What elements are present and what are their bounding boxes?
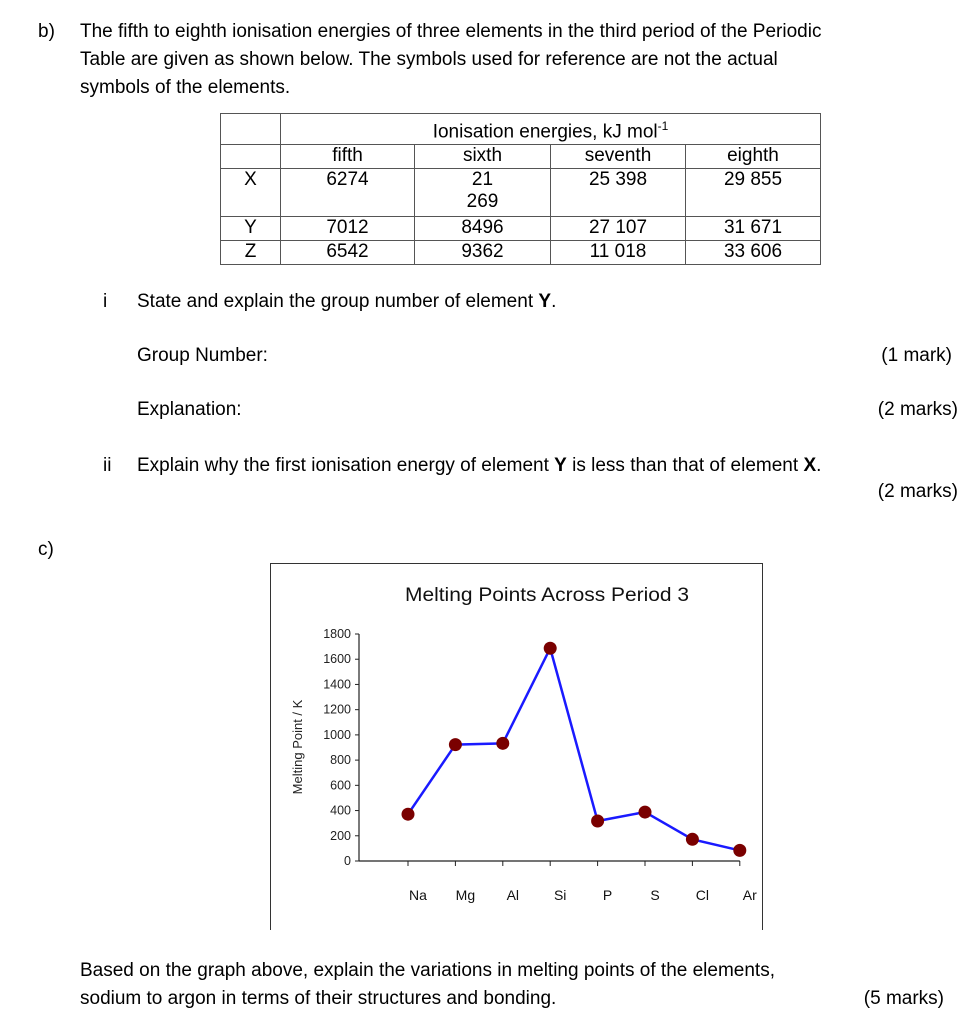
c-question-line-1: Based on the graph above, explain the variations in melting points of the elements, xyxy=(80,960,775,981)
q-i-number: i xyxy=(103,291,108,312)
chart-title: Melting Points Across Period 3 xyxy=(405,585,689,606)
y-tick-label: 800 xyxy=(330,753,351,768)
y-tick-label: 1800 xyxy=(323,627,351,641)
y-tick-label: 400 xyxy=(330,803,351,818)
x-tick-label: Mg xyxy=(455,887,476,903)
value-cell: 6542 xyxy=(281,241,415,265)
data-point-cl xyxy=(686,833,699,846)
part-b-label: b) xyxy=(38,21,55,42)
value-cell: 25 398 xyxy=(551,169,686,217)
y-tick-label: 0 xyxy=(344,854,351,868)
y-tick-label: 600 xyxy=(330,778,351,793)
melting-point-chart xyxy=(270,563,763,930)
y-axis-label: Melting Point / K xyxy=(290,699,305,795)
value-cell: 8496 xyxy=(415,217,551,241)
data-point-s xyxy=(639,806,652,819)
q-i-text: State and explain the group number of element Y. xyxy=(137,291,557,312)
x-tick-label: P xyxy=(602,887,613,903)
header-cell: sixth xyxy=(415,145,551,169)
value-cell: 33 606 xyxy=(686,241,821,265)
header-cell: eighth xyxy=(686,145,821,169)
data-point-ar xyxy=(733,844,746,857)
x-tick-label: Ar xyxy=(742,887,757,903)
header-cell: seventh xyxy=(551,145,686,169)
value-cell: 6274 xyxy=(281,169,415,217)
table-title: Ionisation energies, kJ mol$^{-1}$ xyxy=(281,114,821,145)
element-cell: Y xyxy=(221,217,281,241)
value-cell: 7012 xyxy=(281,217,415,241)
part-c-label: c) xyxy=(38,539,54,560)
explanation-label: Explanation: xyxy=(137,399,242,420)
table-row xyxy=(221,169,821,217)
intro-line-3: symbols of the elements. xyxy=(80,77,291,98)
data-point-al xyxy=(496,737,509,750)
value-cell: 21 269 xyxy=(415,169,551,217)
y-tick-label: 200 xyxy=(330,828,351,843)
value-cell: 9362 xyxy=(415,241,551,265)
y-tick-label: 1600 xyxy=(323,652,351,667)
q-ii-marks: (2 marks) xyxy=(877,481,958,502)
intro-line-2: Table are given as shown below. The symbols used for reference are not the actual xyxy=(80,49,778,70)
group-marks: (1 mark) xyxy=(881,345,952,366)
header-cell: fifth xyxy=(281,145,415,169)
table-corner xyxy=(221,114,281,145)
value-cell: 27 107 xyxy=(551,217,686,241)
element-cell: Z xyxy=(221,241,281,265)
data-point-si xyxy=(544,642,557,655)
x-tick-label: Na xyxy=(409,887,427,903)
intro-line-1: The fifth to eighth ionisation energies of three elements in the third period of the Periodic xyxy=(80,21,822,42)
y-tick-label: 1200 xyxy=(323,702,351,717)
x-tick-label: Cl xyxy=(695,887,710,903)
value-cell: 31 671 xyxy=(686,217,821,241)
value-cell: 11 018 xyxy=(551,241,686,265)
data-point-mg xyxy=(449,738,462,751)
x-tick-label: Al xyxy=(506,887,520,903)
y-tick-label: 1000 xyxy=(323,727,351,742)
c-marks: (5 marks) xyxy=(863,988,944,1009)
x-tick-label: Si xyxy=(553,887,567,903)
value-cell: 29 855 xyxy=(686,169,821,217)
q-ii-number: ii xyxy=(103,455,112,476)
x-tick-label: S xyxy=(650,887,660,903)
group-number-label: Group Number: xyxy=(137,345,268,366)
table-row xyxy=(221,241,821,265)
data-point-na xyxy=(402,808,415,821)
c-question-line-2: sodium to argon in terms of their structures and bonding. xyxy=(80,988,557,1009)
element-cell: X xyxy=(221,169,281,217)
y-tick-label: 1400 xyxy=(323,677,351,692)
explanation-marks: (2 marks) xyxy=(877,399,958,420)
ionisation-energy-table xyxy=(220,113,821,265)
q-ii-text: Explain why the first ionisation energy of element Y is less than that of element X. xyxy=(137,455,822,476)
data-point-p xyxy=(591,815,604,828)
table-row xyxy=(221,217,821,241)
table-corner-2 xyxy=(221,145,281,169)
chart-svg xyxy=(271,564,762,930)
